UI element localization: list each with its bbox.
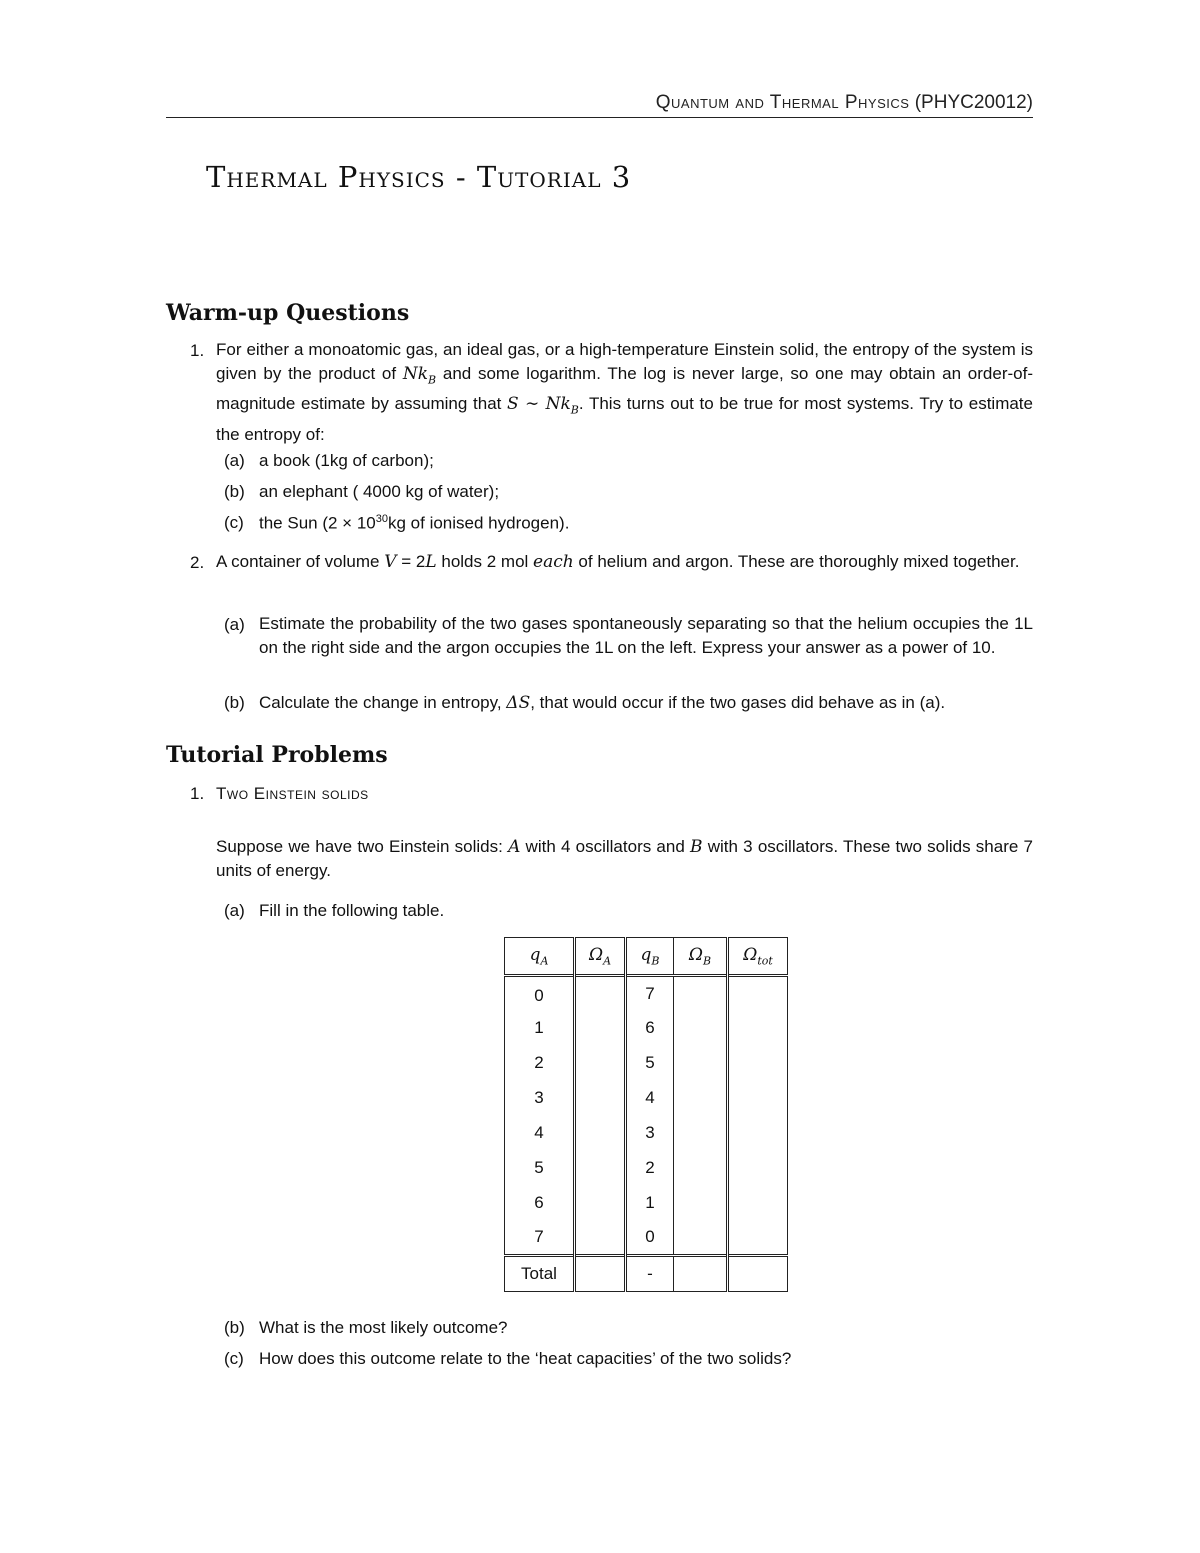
- table-row: [505, 1221, 788, 1256]
- q2-part-b-text: [259, 693, 945, 713]
- table-row: [505, 1081, 788, 1116]
- energy-table: [504, 937, 788, 1292]
- course-code: (PHYC20012): [914, 92, 1033, 113]
- cell-qA: 3: [505, 1081, 575, 1116]
- cell-qA: 1: [505, 1011, 575, 1046]
- cell-omegaB: [674, 976, 728, 1011]
- running-header: [166, 92, 1033, 114]
- tutorial-p1-subtitle: Two Einstein solids: [216, 784, 369, 803]
- q2-text-part-c: of helium and argon. These are thoroughly mixed together.: [573, 552, 1020, 571]
- cell-omegaB: [674, 1081, 728, 1116]
- tutorial-p1-number: 1.: [190, 784, 205, 803]
- cell-qB: 1: [645, 1193, 655, 1212]
- cell-qB: 7: [645, 983, 655, 1003]
- col-header-qB: $q_B$: [626, 938, 674, 976]
- cell-omegaB: [674, 1221, 728, 1256]
- warmup-q1-number: 1.: [190, 341, 205, 360]
- table-row: [505, 1046, 788, 1081]
- table-row: [505, 1151, 788, 1186]
- q1-text-part-a: For either a monoatomic gas, an ideal gas, or a high-temperature Einstein solid, the entropy of the system is given by the product of: [216, 340, 1033, 383]
- q1-part-b-label: (b): [224, 482, 245, 501]
- cell-qB: 6: [645, 1018, 655, 1037]
- cell-omegatot: [728, 976, 788, 1011]
- math-S-sim-NkB: S ∼ $Nk_B$: [507, 394, 579, 417]
- q2-part-a-label: (a): [224, 615, 245, 634]
- cell-omegaA: [575, 1151, 626, 1186]
- table-row: [505, 976, 788, 1011]
- table-row: [505, 1116, 788, 1151]
- cell-total-omegatot: [728, 1256, 788, 1292]
- cell-omegatot: [728, 1221, 788, 1256]
- math-delta-S: ΔS: [506, 693, 531, 713]
- p1-part-a-text: Fill in the following table.: [259, 901, 445, 920]
- q1-part-c-pre: the Sun (2 × 10: [259, 513, 376, 533]
- table-total-row: [505, 1256, 788, 1292]
- math-NkB: $Nk_B$: [402, 364, 437, 387]
- p1-part-c-text: How does this outcome relate to the ‘heat capacities’ of the two solids?: [259, 1349, 792, 1368]
- table-header-row: [505, 938, 788, 976]
- q1-part-a-text: a book (1kg of carbon);: [259, 451, 434, 470]
- q1-part-c-text: [259, 513, 569, 534]
- warmup-q2-text: A container of volume V = 2L holds 2 mol each of helium and argon. These are thoroughly mixed together.: [216, 552, 1020, 572]
- p1-part-c-label: (c): [224, 1349, 244, 1368]
- cell-total-label: Total: [505, 1256, 575, 1292]
- cell-omegaA: [575, 1046, 626, 1081]
- math-A: A: [508, 837, 521, 857]
- p1-part-a-label: (a): [224, 901, 245, 920]
- cell-omegaB: [674, 1046, 728, 1081]
- cell-omegaA: [575, 1221, 626, 1256]
- q2-part-a-text: Estimate the probability of the two gases spontaneously separating so that the helium occupies the 1L on the right side and the argon occupies the 1L on the left. Express your answer as a power of 10.: [259, 614, 1033, 657]
- cell-omegaB: [674, 1011, 728, 1046]
- cell-omegaB: [674, 1151, 728, 1186]
- col-header-omegatot: $\Omega_{tot}$: [728, 938, 788, 976]
- cell-omegatot: [728, 1046, 788, 1081]
- col-header-omegaA: $\Omega_A$: [575, 938, 626, 976]
- math-V-eq-2L: V: [384, 552, 397, 572]
- p1-intro-part-a: Suppose we have two Einstein solids:: [216, 837, 509, 856]
- q2-each-emphasis: each: [533, 552, 574, 572]
- cell-total-omegaA: [575, 1256, 626, 1292]
- cell-omegaA: [575, 976, 626, 1011]
- q2-part-b-post: , that would occur if the two gases did behave as in (a).: [530, 693, 946, 712]
- col-header-omegaB: $\Omega_B$: [674, 938, 728, 976]
- p1-part-b-label: (b): [224, 1318, 245, 1337]
- cell-qA: 2: [505, 1046, 575, 1081]
- q2-text-part-a: A container of volume: [216, 552, 385, 571]
- tutorial-p1-intro: [216, 835, 1033, 883]
- q1-part-a-label: (a): [224, 451, 245, 470]
- cell-omegaA: [575, 1011, 626, 1046]
- course-name: Quantum and Thermal Physics: [655, 92, 910, 113]
- q1-part-c-exponent: 30: [375, 513, 388, 525]
- p1-intro-part-b: with 4 oscillators and: [520, 837, 691, 856]
- cell-omegatot: [728, 1151, 788, 1186]
- cell-qB: 3: [645, 1123, 655, 1142]
- q2-part-b-pre: Calculate the change in entropy,: [259, 693, 507, 712]
- warmup-q1-text: [216, 338, 1033, 447]
- q1-part-c-post: kg of ionised hydrogen).: [387, 513, 570, 533]
- cell-qB: 0: [645, 1227, 655, 1247]
- tutorial-heading: Tutorial Problems: [166, 742, 388, 768]
- cell-qA: 6: [505, 1186, 575, 1221]
- p1-part-b-text: What is the most likely outcome?: [259, 1318, 508, 1337]
- table-row: [505, 1011, 788, 1046]
- cell-total-omegaB: [674, 1256, 728, 1292]
- cell-omegaA: [575, 1081, 626, 1116]
- cell-omegatot: [728, 1186, 788, 1221]
- cell-omegaA: [575, 1186, 626, 1221]
- warmup-heading: Warm-up Questions: [166, 300, 410, 326]
- cell-omegatot: [728, 1081, 788, 1116]
- q1-text-part-c: . This turns out to be true for most systems. Try to estimate the entropy of:: [216, 394, 1033, 444]
- cell-omegatot: [728, 1011, 788, 1046]
- cell-qB: 4: [645, 1088, 655, 1107]
- cell-total-qB: -: [647, 1264, 653, 1283]
- cell-qA: 0: [505, 976, 575, 1011]
- cell-qA: 4: [505, 1116, 575, 1151]
- math-B: B: [690, 837, 703, 857]
- q1-part-c-label: (c): [224, 513, 244, 532]
- cell-qB: 5: [645, 1053, 655, 1072]
- p1-intro-part-c: with 3 oscillators. These two solids share 7 units of energy.: [216, 837, 1033, 880]
- cell-qA: 7: [505, 1221, 575, 1256]
- q1-text-part-b: and some logarithm. The log is never large, so one may obtain an order-of-magnitude estimate by assuming that: [216, 364, 1033, 414]
- page-title: Thermal Physics - Tutorial 3: [206, 160, 632, 194]
- cell-omegaA: [575, 1116, 626, 1151]
- q2-text-part-b: holds 2 mol: [436, 552, 534, 571]
- cell-qA: 5: [505, 1151, 575, 1186]
- cell-omegatot: [728, 1116, 788, 1151]
- cell-omegaB: [674, 1186, 728, 1221]
- warmup-q2-number: 2.: [190, 553, 205, 572]
- table-row: [505, 1186, 788, 1221]
- q1-part-b-text: an elephant ( 4000 kg of water);: [259, 482, 500, 501]
- cell-omegaB: [674, 1116, 728, 1151]
- q2-part-b-label: (b): [224, 693, 245, 712]
- cell-qB: 2: [645, 1158, 655, 1177]
- header-rule: [166, 117, 1033, 118]
- col-header-qA: $q_A$: [505, 938, 575, 976]
